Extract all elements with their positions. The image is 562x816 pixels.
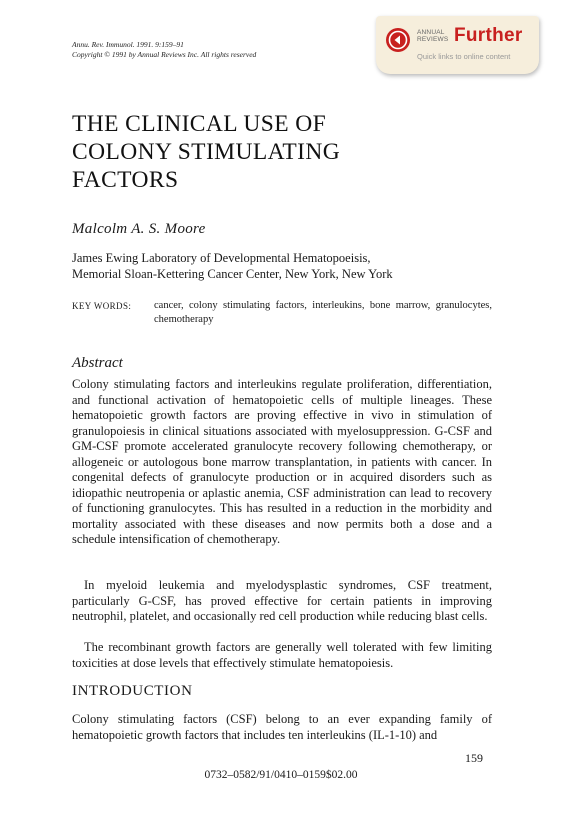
footer-code: 0732–0582/91/0410–0159$02.00 — [204, 769, 358, 781]
back-arrow-icon — [386, 28, 410, 52]
abstract-paragraph: Colony stimulating factors and interleukins regulate proliferation, differentiation, and functional activation of hematopoietic cells of multiple lineages. These hematopoietic growth factors are proving effective in vivo in stimulation of granulopoiesis in clinical situations associated with myelosuppression. G-CSF and GM-CSF promote accelerated granulocyte recovery following chemotherapy, or allogeneic or autologous bone marrow transplantation, in patients with cancer. In congenital defects of granulocyte production or in acquired disorders such as idiopathic neutropenia or aplastic anemia, CSF administration can lead to recovery of functioning granulocytes. This has resulted in a reduction in the morbidity and mortality associated with these diseases and now permits both a dose and a schedule intensification of chemotherapy. — [72, 377, 492, 546]
page-number: 159 — [465, 751, 483, 765]
badge-annual-reviews — [417, 29, 448, 43]
abstract-paragraph: In myeloid leukemia and myelodysplastic syndromes, CSF treatment, particularly G-CSF, has proved effective for certain patients in improving neutrophil, platelet, and occasionally red cell production while reducing blast cells. — [72, 578, 492, 623]
affiliation-line: James Ewing Laboratory of Developmental Hematopoeisis, — [72, 251, 371, 265]
title-line: COLONY STIMULATING — [72, 139, 341, 165]
affiliation-line: Memorial Sloan-Kettering Cancer Center, New York, New York — [72, 267, 393, 281]
badge-reviews-text: REVIEWS — [417, 36, 449, 43]
copyright-line: Copyright © 1991 by Annual Reviews Inc. All rights reserved — [72, 50, 257, 59]
affiliation — [72, 250, 393, 282]
annual-reviews-further-badge[interactable] — [376, 16, 539, 74]
title-line: FACTORS — [72, 167, 179, 193]
badge-further-text: Further — [454, 25, 523, 46]
badge-subtitle: Quick links to online content — [417, 52, 511, 61]
abstract-heading: Abstract — [72, 355, 123, 371]
introduction-paragraph: Colony stimulating factors (CSF) belong to an ever expanding family of hematopoietic growth factors that includes ten interleukins (IL-1-10) and — [72, 712, 492, 742]
title-line: THE CLINICAL USE OF — [72, 111, 327, 137]
article-title — [72, 110, 492, 194]
badge-annual-text: ANNUAL — [417, 29, 445, 36]
key-words-label: KEY WORDS: — [72, 301, 132, 311]
key-words-text: cancer, colony stimulating factors, interleukins, bone marrow, granulocytes, chemotherapy — [154, 300, 492, 325]
citation-header — [72, 40, 256, 60]
abstract-paragraph: The recombinant growth factors are generally well tolerated with few limiting toxicities at dose levels that effectively stimulate hematopoiesis. — [72, 640, 492, 670]
author-name: Malcolm A. S. Moore — [72, 221, 206, 237]
introduction-heading: INTRODUCTION — [72, 683, 193, 699]
journal-line: Annu. Rev. Immunol. 1991. 9:159–91 — [72, 40, 184, 49]
